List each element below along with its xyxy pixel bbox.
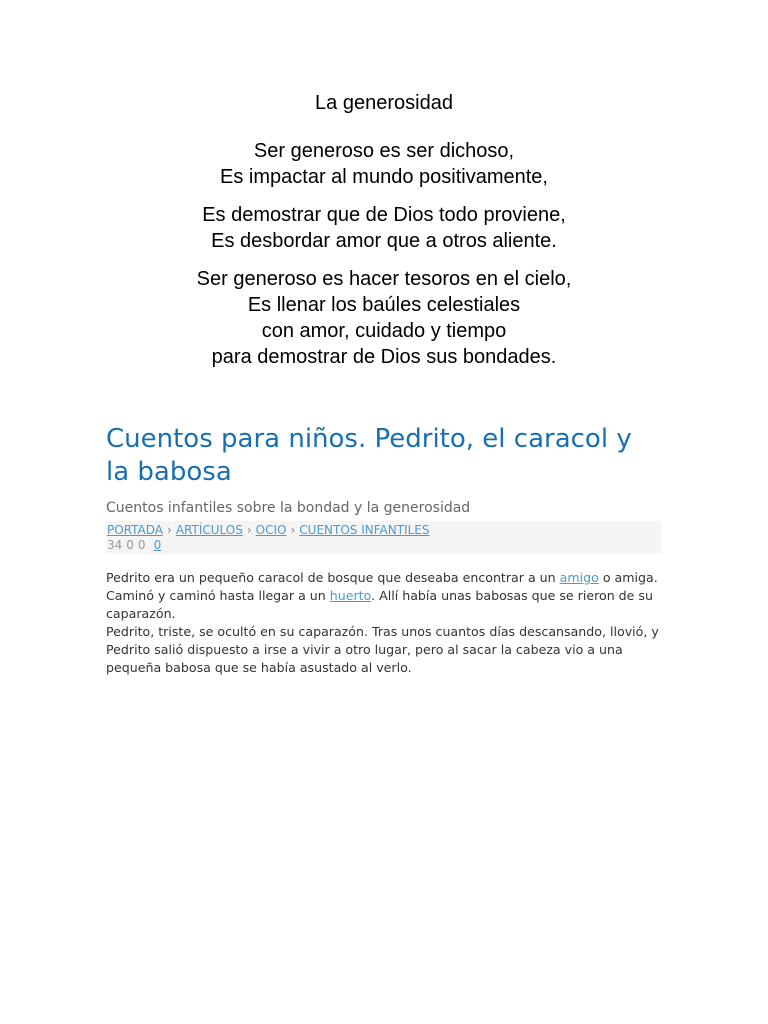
paragraph-text: Pedrito era un pequeño caracol de bosque que deseaba encontrar a un	[106, 570, 560, 585]
poem-stanza	[0, 202, 768, 254]
poem-line: Es desbordar amor que a otros aliente.	[211, 230, 557, 252]
breadcrumb-separator: ›	[290, 523, 296, 537]
article-meta	[106, 521, 662, 554]
breadcrumb-link-ocio[interactable]: OCIO	[255, 523, 287, 537]
breadcrumb-separator: ›	[167, 523, 172, 537]
article-paragraph: Pedrito, triste, se ocultó en su caparazón. Tras unos cuantos días descansando, llovió, y Pedrito salió dispuesto a irse a vivir a otro lugar, pero al sacar la cabeza vio a una pequeña babosa que se había asustado al verlo.	[106, 624, 659, 675]
breadcrumb-link-portada[interactable]: PORTADA	[107, 523, 163, 537]
poem	[0, 90, 768, 382]
breadcrumb-link-cuentos-infantiles[interactable]: CUENTOS INFANTILES	[299, 523, 430, 537]
article-subtitle: Cuentos infantiles sobre la bondad y la generosidad	[106, 500, 471, 516]
article-body	[106, 569, 662, 677]
poem-stanza	[0, 266, 768, 370]
article-clip	[106, 423, 662, 677]
share-count: 34	[107, 538, 123, 552]
breadcrumb	[107, 523, 662, 537]
share-counts	[107, 538, 662, 552]
article-paragraph	[106, 569, 662, 623]
poem-line: para demostrar de Dios sus bondades.	[211, 346, 557, 368]
poem-title: La generosidad	[315, 92, 453, 114]
link-huerto[interactable]: huerto	[329, 588, 372, 603]
poem-line: Es impactar al mundo positivamente,	[220, 166, 548, 188]
poem-line: Es demostrar que de Dios todo proviene,	[202, 204, 566, 226]
share-count: 0	[126, 538, 134, 552]
comments-count-link[interactable]: 0	[153, 538, 162, 552]
paragraph-text: o amiga. Caminó y caminó hasta llegar a un	[106, 570, 658, 603]
poem-line: Ser generoso es hacer tesoros en el cielo,	[196, 268, 572, 290]
poem-line: Es llenar los baúles celestiales	[247, 294, 521, 316]
poem-stanza	[0, 138, 768, 190]
breadcrumb-separator: ›	[246, 523, 252, 537]
poem-line: Ser generoso es ser dichoso,	[253, 140, 515, 162]
paragraph-text: . Allí había unas babosas que se rieron de su caparazón.	[106, 588, 653, 621]
poem-line: con amor, cuidado y tiempo	[261, 320, 507, 342]
share-count: 0	[137, 538, 146, 552]
breadcrumb-link-articulos[interactable]: ARTÍCULOS	[175, 523, 243, 537]
article-title: Cuentos para niños. Pedrito, el caracol y la babosa	[106, 424, 632, 487]
link-amigo[interactable]: amigo	[559, 570, 599, 585]
